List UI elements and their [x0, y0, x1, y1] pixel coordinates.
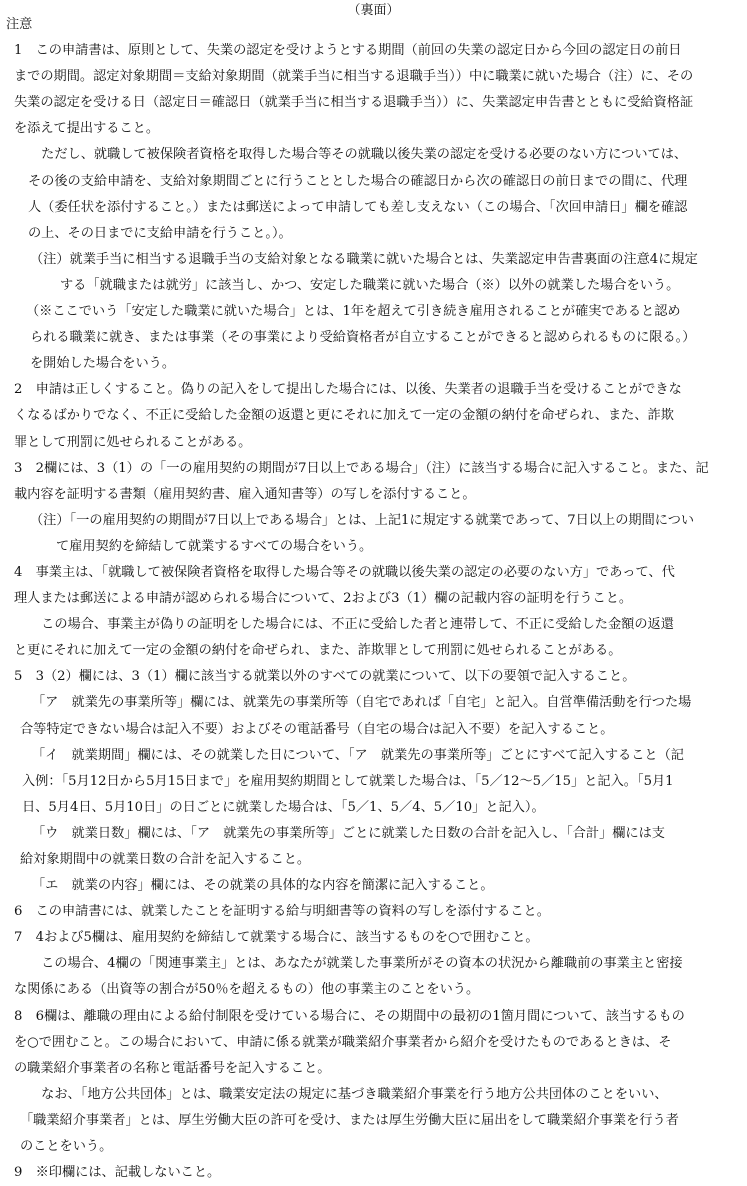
note-line: 9 ※印欄には、記載しないこと。	[14, 1165, 221, 1181]
note-paragraph	[0, 142, 747, 246]
note-line: 失業の認定を受ける日（認定日＝確認日（就業手当に相当する退職手当））に、失業認定申告書とともに受給資格証	[14, 95, 694, 111]
note-line: 理人または郵送による申請が認められる場合について、2および3（1）欄の記載内容の証明を行うこと。	[14, 591, 633, 607]
note-line: 「ア 就業先の事業所等」欄には、就業先の事業所等（自宅であれば「自宅」と記入。自営準備活動を行つた場	[32, 695, 692, 711]
note-paragraph	[0, 1082, 747, 1160]
note-paragraph	[0, 612, 747, 664]
note-paragraph	[0, 690, 747, 742]
notes-content	[0, 12, 747, 1186]
note-line: を○で囲むこと。この場合において、申請に係る就業が職業紹介事業者から紹介を受けたものであるときは、そ	[14, 1034, 672, 1050]
note-line: なお、「地方公共団体」とは、職業安定法の規定に基づき職業紹介事業を行う地方公共団体のことをいい、	[28, 1086, 668, 1102]
note-line: 「イ 就業期間」欄には、その就業した日について、「ア 就業先の事業所等」ごとにすべて記入すること（記	[32, 747, 684, 763]
note-line: 1 この申請書は、原則として、失業の認定を受けようとする期間（前回の失業の認定日から今回の認定日の前日	[14, 43, 682, 59]
note-paragraph	[0, 508, 747, 560]
note-line: 6 この申請書には、就業したことを証明する給与明細書等の資料の写しを添付すること。	[14, 904, 550, 920]
note-item-8	[0, 1004, 747, 1082]
note-line: を開始した場合をいう。	[30, 356, 176, 372]
note-line: 給対象期間中の就業日数の合計を記入すること。	[20, 852, 311, 867]
note-paragraph	[0, 299, 747, 377]
note-item-3	[0, 456, 747, 508]
note-line: までの期間。認定対象期間＝支給対象期間（就業手当に相当する退職手当））中に職業に就いた場合（注）に、その	[14, 69, 694, 85]
note-item-9	[0, 1160, 747, 1186]
note-line: この場合、4欄の「関連事業主」とは、あなたが就業した事業所がその資本の状況から離職前の事業主と密接	[28, 956, 683, 972]
note-line: 「エ 就業の内容」欄には、その就業の具体的な内容を簡潔に記入すること。	[32, 878, 494, 894]
note-line: 日、5月4日、5月10日」の日ごとに就業した場合は、「5／1、5／4、5／10」と記入）。	[22, 799, 545, 815]
note-line: 合等特定できない場合は記入不要）およびその電話番号（自宅の場合は記入不要）を記入すること。	[20, 721, 614, 737]
note-line: 入例：「5月12日から5月15日まで」を雇用契約期間として就業した場合は、「5／12～5／15」と記入。「5月1	[22, 773, 674, 789]
note-line: 4 事業主は、「就職して被保険者資格を取得した場合等その就職以後失業の認定の必要のない方」であって、代	[14, 564, 675, 580]
note-paragraph	[0, 743, 747, 821]
note-line: て雇用契約を締結して就業するすべての場合をいう。	[56, 538, 373, 554]
note-line: （注）就業手当に相当する退職手当の支給対象となる職業に就いた場合とは、失業認定申告書裏面の注意4に規定	[30, 251, 698, 267]
note-line: 5 3（2）欄には、3（1）欄に該当する就業以外のすべての就業について、以下の要領で記入すること。	[14, 669, 636, 685]
note-line: 「ウ 就業日数」欄には、「ア 就業先の事業所等」ごとに就業した日数の合計を記入し、「合計」欄には支	[32, 825, 665, 841]
note-line: この場合、事業主が偽りの証明をした場合には、不正に受給した者と連帯して、不正に受給した金額の返還	[28, 617, 674, 633]
note-line: その後の支給申請を、支給対象期間ごとに行うこととした場合の確認日から次の確認日の前日までの間に、代理	[28, 173, 688, 189]
note-line: 人（委任状を添付すること。）または郵送によって申請しても差し支えない（この場合、「次回申請日」欄を確認	[28, 199, 688, 215]
note-line: のことをいう。	[20, 1139, 113, 1155]
note-line: を添えて提出すること。	[14, 121, 160, 137]
note-line: くなるばかりでなく、不正に受給した金額の返還と更にそれに加えて一定の金額の納付を命ぜられ、また、詐欺	[14, 408, 674, 424]
notes-title: 注意	[6, 17, 33, 32]
note-line: の職業紹介事業者の名称と電話番号を記入すること。	[14, 1060, 331, 1076]
page-header: （裏面）	[347, 3, 400, 18]
note-line: （※ここでいう「安定した職業に就いた場合」とは、1年を超えて引き続き雇用されることが確実であると認め	[26, 304, 681, 320]
note-line: （注）「一の雇用契約の期間が7日以上である場合」とは、上記1に規定する就業であって、7日以上の期間につい	[30, 512, 695, 528]
note-item-6	[0, 899, 747, 925]
note-line: 7 4および5欄は、雇用契約を締結して就業する場合に、該当するものを○で囲むこと。	[14, 930, 539, 946]
note-line: 8 6欄は、離職の理由による給付制限を受けている場合に、その期間中の最初の1箇月間について、該当するもの	[14, 1008, 685, 1024]
note-item-7	[0, 925, 747, 951]
note-item-2	[0, 377, 747, 455]
note-paragraph	[0, 821, 747, 873]
note-paragraph	[0, 951, 747, 1003]
note-line: られる職業に就き、または事業（その事業により受給資格者が自立することができると認められるものに限る。）	[30, 330, 696, 346]
note-line: 載内容を証明する書類（雇用契約書、雇入通知書等）の写しを添付すること。	[14, 486, 476, 502]
note-line: の上、その日までに支給申請を行うこと。）。	[28, 225, 292, 241]
note-item-5	[0, 664, 747, 690]
note-line: ただし、就職して被保険者資格を取得した場合等その就職以後失業の認定を受ける必要のない方については、	[28, 147, 688, 163]
note-paragraph	[0, 873, 747, 899]
note-line: な関係にある（出資等の割合が50％を超えるもの）他の事業主のことをいう。	[14, 982, 480, 998]
note-item-4	[0, 560, 747, 612]
notes-list	[0, 38, 747, 1186]
note-item-1	[0, 38, 747, 142]
note-line: 2 申請は正しくすること。偽りの記入をして提出した場合には、以後、失業者の退職手当を受けることができな	[14, 382, 682, 398]
note-line: 3 2欄には、3（1）の「一の雇用契約の期間が7日以上である場合」（注）に該当する場合に記入すること。また、記	[14, 460, 709, 476]
note-line: と更にそれに加えて一定の金額の納付を命ぜられ、また、詐欺罪として刑罰に処せられることがある。	[14, 643, 622, 659]
note-line: 「職業紹介事業者」とは、厚生労働大臣の許可を受け、または厚生労働大臣に届出をして職業紹介事業を行う者	[20, 1112, 679, 1128]
note-line: する「就職または就労」に該当し、かつ、安定した職業に就いた場合（※）以外の就業した場合をいう。	[60, 277, 680, 293]
note-line: 罪として刑罰に処せられることがある。	[14, 434, 252, 450]
note-paragraph	[0, 247, 747, 299]
